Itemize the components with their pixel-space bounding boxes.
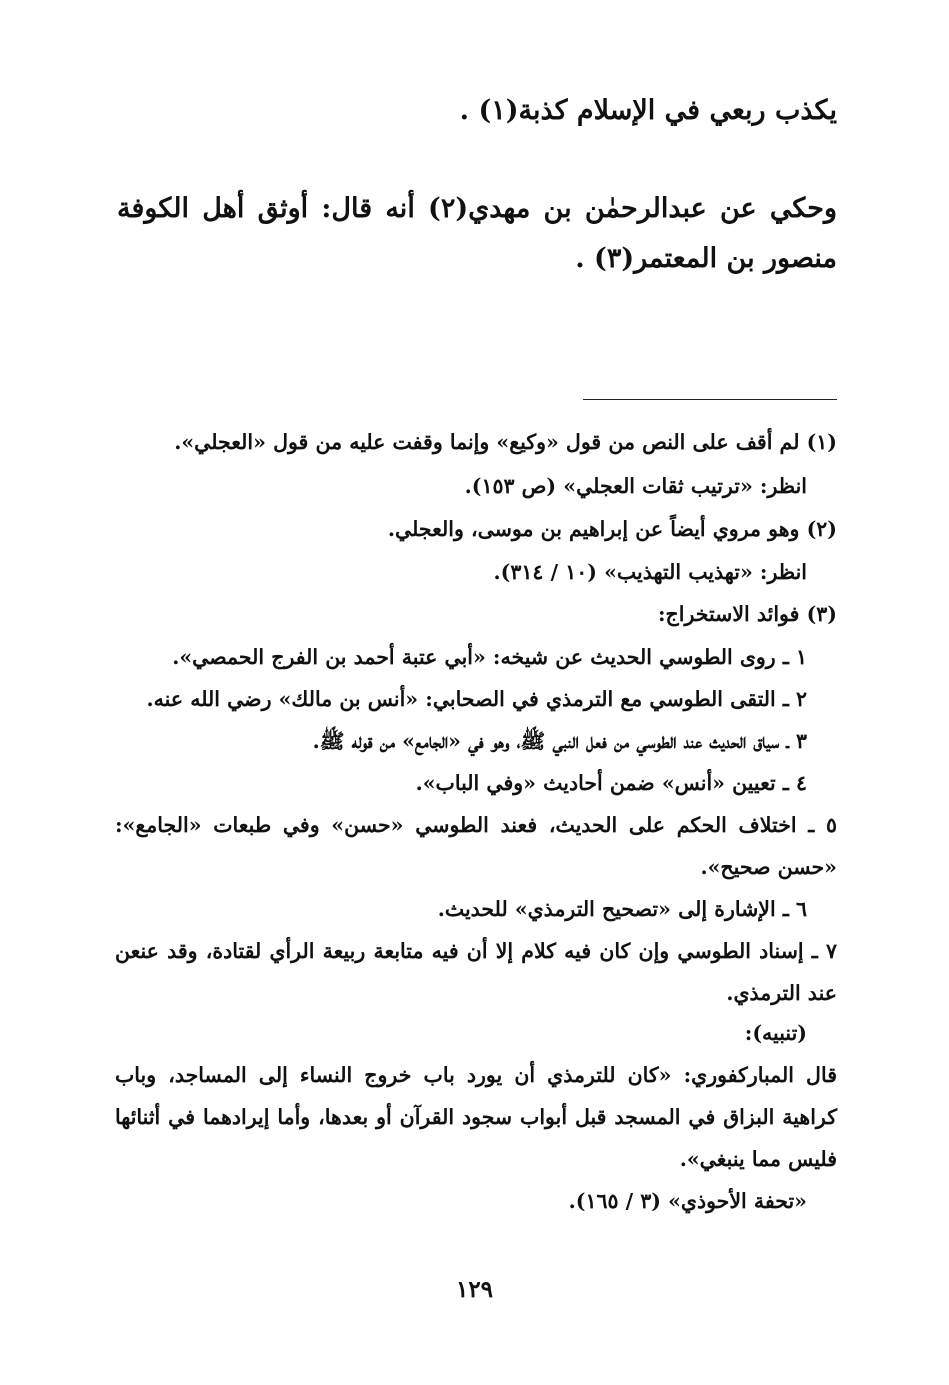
footnote-3-item-5-line-1: ٥ ـ اختلاف الحكم على الحديث، فعند الطوسي «حسن» وفي طبعات «الجامع»: [115, 813, 837, 837]
footnote-3-heading: (٣) فوائد الاستخراج: [657, 602, 837, 626]
footnote-3-item-7-line-2: عند الترمذي. [726, 981, 837, 1005]
footnote-3-item-3: ٣ ـ سياق الحديث عند الطوسي من فعل النبي ﷺ، وهو في «الجامع» من قوله ﷺ. [312, 729, 807, 753]
note-line-2: كراهية البزاق في المسجد قبل أبواب سجود القرآن أو بعدها، وأما إيرادهما في أثنائها [115, 1105, 837, 1129]
main-text-line-1: يكذب ربعي في الإسلام كذبة(١) . [459, 95, 837, 126]
note-heading: (تنبيه): [744, 1021, 807, 1045]
note-reference: «تحفة الأحوذي» (٣ / ١٦٥). [568, 1189, 807, 1213]
footnote-3-item-5-line-2: «حسن صحيح». [700, 855, 837, 879]
footnote-3-item-1: ١ ـ روى الطوسي الحديث عن شيخه: «أبي عتبة أحمد بن الفرج الحمصي». [172, 645, 807, 669]
footnote-3-item-2: ٢ ـ التقى الطوسي مع الترمذي في الصحابي: «أنس بن مالك» رضي الله عنه. [146, 687, 807, 711]
footnote-2-line-1: (٢) وهو مروي أيضاً عن إبراهيم بن موسى، والعجلي. [387, 517, 837, 541]
footnote-3-item-6: ٦ ـ الإشارة إلى «تصحيح الترمذي» للحديث. [437, 897, 807, 921]
footnote-3-item-4: ٤ ـ تعيين «أنس» ضمن أحاديث «وفي الباب». [415, 771, 807, 795]
footnote-2-line-2: انظر: «تهذيب التهذيب» (١٠ / ٣١٤). [493, 560, 807, 584]
note-line-1: قال المباركفوري: «كان للترمذي أن يورد باب خروج النساء إلى المساجد، وباب [115, 1063, 837, 1087]
main-text-line-2: وحكي عن عبدالرحمٰن بن مهدي(٢) أنه قال: أوثق أهل الكوفة [117, 193, 838, 224]
footnote-1-line-1: (١) لم أقف على النص من قول «وكيع» وإنما وقفت عليه من قول «العجلي». [174, 430, 837, 454]
main-text-line-3: منصور بن المعتمر(٣) . [575, 243, 837, 274]
note-line-3: فليس مما ينبغي». [679, 1147, 837, 1171]
footnote-1-line-2: انظر: «ترتيب ثقات العجلي» (ص ١٥٣). [464, 474, 807, 498]
footnote-separator [583, 399, 837, 400]
page-number: ١٢٩ [455, 1276, 494, 1303]
footnote-3-item-7-line-1: ٧ ـ إسناد الطوسي وإن كان فيه كلام إلا أن فيه متابعة ربيعة الرأي لقتادة، وقد عنعن [115, 939, 837, 963]
